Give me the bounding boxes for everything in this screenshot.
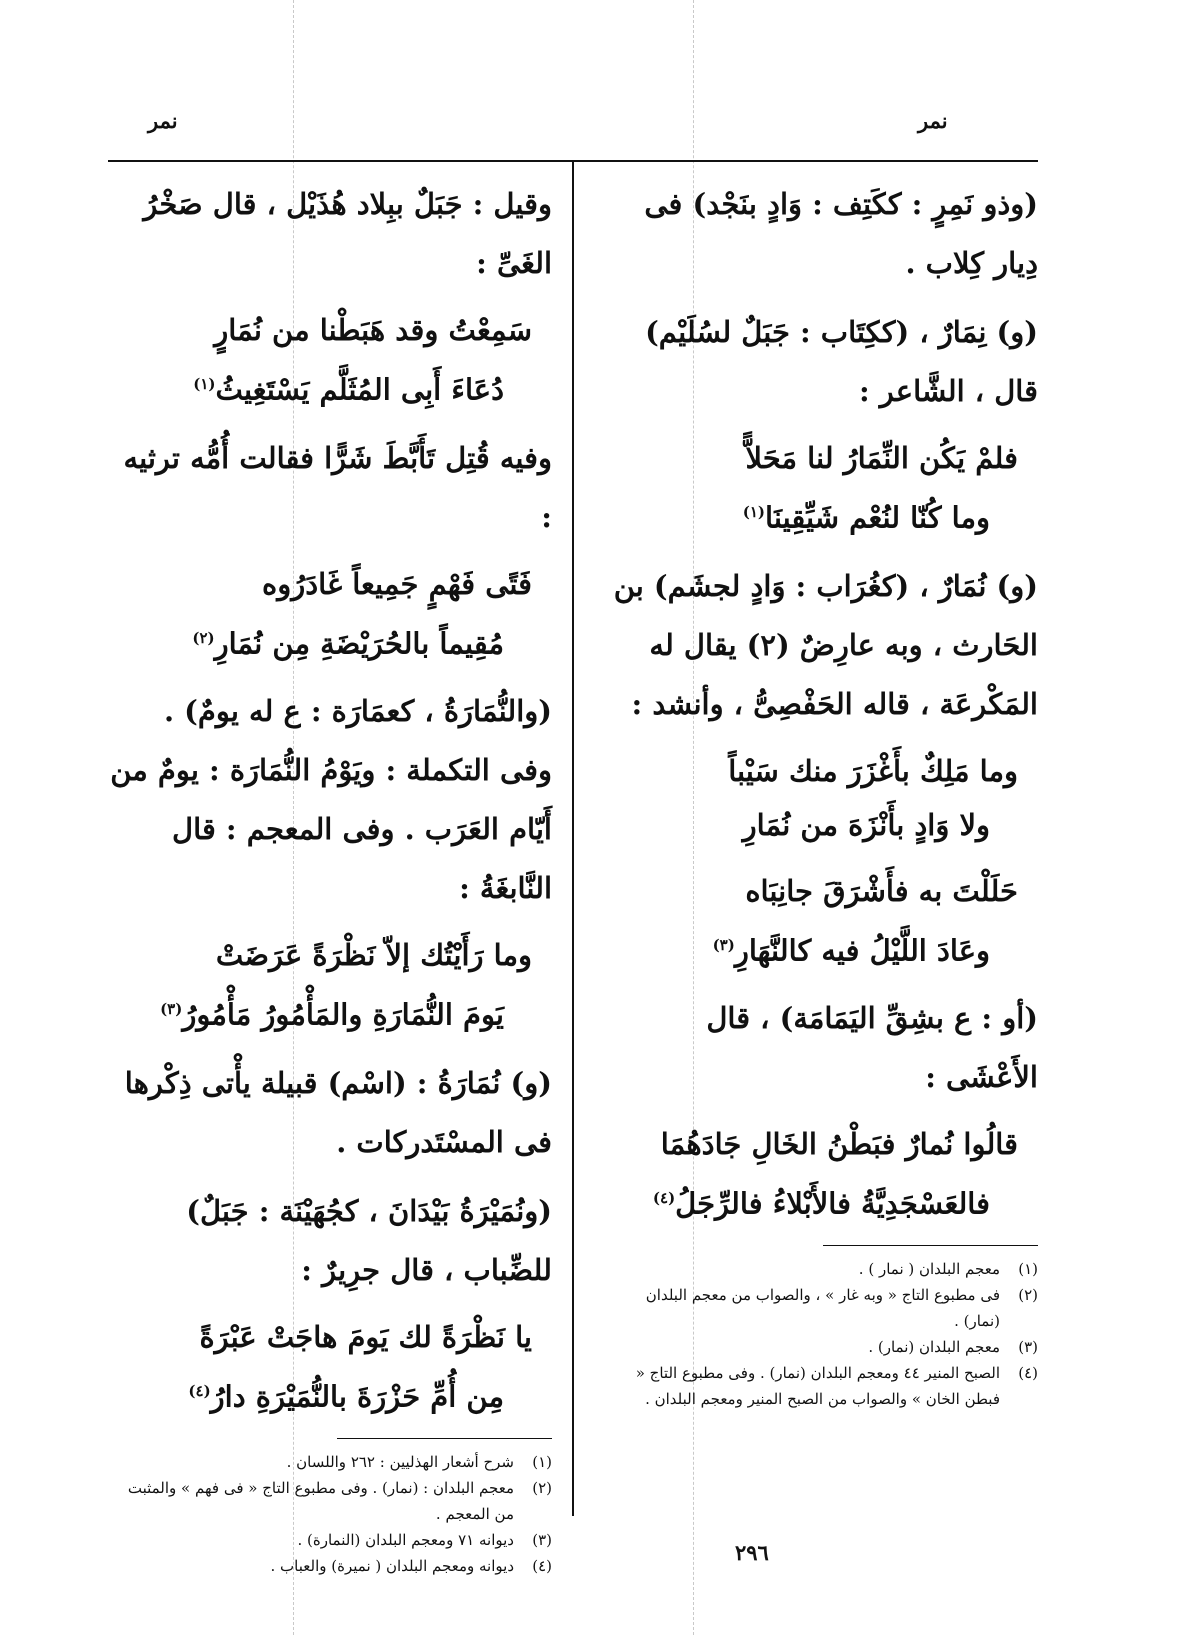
footnote bbox=[610, 1256, 1038, 1282]
verse-first-hemistich: يا نَظْرَةً لك يَومَ هاجَتْ عَبْرَةً bbox=[199, 1319, 532, 1354]
footnote-text: معجم البلدان : (نمار) . وفى مطبوع التاج « فى فهم » والمثبت من المعجم . bbox=[127, 1478, 514, 1523]
footnote-text: ديوانه ومعجم البلدان ( نميرة) والعباب . bbox=[270, 1556, 514, 1575]
verse-first-hemistich: فَتًى فَهْمٍ جَمِيعاً غَادَرُوه bbox=[262, 566, 532, 601]
verse bbox=[610, 744, 1038, 852]
footnote-text: معجم البلدان (نمار) . bbox=[868, 1337, 1000, 1356]
verse-first-hemistich: فلمْ يَكُن النِّمَارُ لنا مَحَلاًّ bbox=[745, 441, 1018, 475]
verse-text: وعَادَ اللَّيْلُ فيه كالنَّهَارِ bbox=[734, 933, 990, 968]
paragraph: وفيه قُتِل تَأَبَّطَ شَرًّا فقالت أُمُّه ترثيه : bbox=[123, 440, 552, 534]
verse-first-hemistich: وما مَلِكٌ بأَغْزَرَ منك سَيْباً bbox=[728, 753, 1018, 788]
verse bbox=[108, 928, 552, 1042]
footnote-number: (٤) bbox=[532, 1556, 552, 1575]
column-divider bbox=[572, 161, 574, 1516]
paragraph: (و) نُمَارَةُ : (اسْم) قبيلة يأْتى ذِكْرها فى المسْتَدركات . bbox=[124, 1065, 552, 1159]
verse-text: دُعَاءَ أَبِى المُثَلَّم يَسْتَغِيثُ bbox=[215, 372, 504, 407]
paragraph: (و) نِمَارٌ ، (ككِتَاب : جَبَلٌ لسُلَيْم) قال ، الشَّاعر : bbox=[645, 315, 1038, 408]
header-word-right: نمر bbox=[918, 108, 948, 133]
footnote bbox=[108, 1553, 552, 1579]
verse-text: مُقِيماً بالحُرَيْضَةِ مِن نُمَارِ bbox=[214, 626, 504, 661]
verse-second-hemistich bbox=[108, 357, 552, 417]
verse-first-hemistich: وما رَأَيْتُك إلاّ نَظْرَةً عَرَضَتْ bbox=[215, 938, 532, 973]
verse bbox=[108, 1310, 552, 1424]
verse bbox=[108, 303, 552, 417]
footnote-marker: (١) bbox=[742, 503, 765, 521]
footnote bbox=[610, 1334, 1038, 1360]
footnote-text: الصبح المنير ٤٤ ومعجم البلدان (نمار) . وفى مطبوع التاج « فبطن الخان » والصواب من الصبح المنير ومعجم البلدان . bbox=[635, 1363, 1000, 1408]
verse-text: وما كُنّا لنُعْم شَيِّقِينَا bbox=[765, 500, 990, 535]
footnote bbox=[108, 1527, 552, 1553]
footnote bbox=[108, 1475, 552, 1527]
verse bbox=[610, 864, 1038, 978]
verse-second-hemistich bbox=[108, 1364, 552, 1424]
verse-first-hemistich: سَمِعْتُ وقد هَبَطْنا من نُمَارٍ bbox=[214, 313, 532, 347]
right-column bbox=[610, 175, 1038, 1412]
paragraph: (والنُّمَارَةُ ، كعمَارَة : ع له يومٌ) . وفى التكملة : ويَوْمُ النُّمَارَة : يومٌ من أَيّام العَرَب . وفى المعجم : قال النَّابغَةُ : bbox=[110, 694, 552, 906]
footnote bbox=[610, 1360, 1038, 1412]
paragraph: (وذو نَمِرٍ : ككَتِف : وَادٍ بنَجْد) فى دِيار كِلاب . bbox=[644, 187, 1038, 280]
verse-text: يَومَ النُّمَارَةِ والمَأْمُورُ مَأْمُورُ bbox=[182, 997, 504, 1032]
footnote-number: (١) bbox=[532, 1452, 552, 1471]
footnote bbox=[610, 1282, 1038, 1334]
footnote-rule bbox=[337, 1438, 552, 1439]
paragraph: (أو : ع بشِقِّ اليَمَامَة) ، قال الأَعْشَى : bbox=[706, 1001, 1038, 1095]
footnote-number: (٢) bbox=[532, 1478, 552, 1497]
footnote-marker: (٣) bbox=[160, 1000, 183, 1019]
footnote-marker: (٣) bbox=[712, 935, 735, 954]
verse-second-hemistich bbox=[108, 611, 552, 671]
footnote-number: (٣) bbox=[1018, 1337, 1038, 1356]
paragraph: (و) نُمَارٌ ، (كغُرَاب : وَادٍ لجشَم) بن الحَارث ، وبه عارِضٌ (٢) يقال له المَكْرعَة ، قاله الحَفْصِىُّ ، وأنشد : bbox=[613, 568, 1038, 721]
footnote bbox=[108, 1449, 552, 1475]
footnote-number: (٢) bbox=[1018, 1285, 1038, 1304]
footnote-number: (٤) bbox=[1018, 1363, 1038, 1382]
footnote-text: ديوانه ٧١ ومعجم البلدان (النمارة) . bbox=[297, 1530, 514, 1549]
verse-second-hemistich bbox=[610, 485, 1038, 545]
footnote-marker: (٤) bbox=[188, 1381, 211, 1400]
verse bbox=[610, 431, 1038, 545]
verse bbox=[108, 557, 552, 671]
verse-text: مِن أُمِّ حَزْرَةَ بالنُّمَيْرَةِ دارُ bbox=[210, 1379, 504, 1414]
footnote-number: (١) bbox=[1018, 1259, 1038, 1278]
verse-second-hemistich bbox=[610, 1171, 1038, 1231]
footnote-number: (٣) bbox=[532, 1530, 552, 1549]
footnote-marker: (٤) bbox=[652, 1189, 676, 1208]
verse bbox=[610, 1117, 1038, 1231]
footnote-marker: (١) bbox=[193, 375, 216, 393]
verse-text: فالعَسْجَدِيَّةُ فالأَبْلاءُ فالرِّجَلُ bbox=[675, 1186, 990, 1221]
footnote-text: شرح أشعار الهذليين : ٢٦٢ واللسان . bbox=[286, 1452, 514, 1471]
verse-second-hemistich bbox=[108, 982, 552, 1042]
verse-text: ولا وَادٍ بأَنْزَهَ من نُمَارِ bbox=[742, 807, 990, 842]
header-word-left: نمر bbox=[148, 108, 178, 133]
verse-first-hemistich: قالُوا نُمارٌ فبَطْنُ الخَالِ جَادَهُمَا bbox=[660, 1127, 1018, 1162]
footnote-rule bbox=[823, 1245, 1038, 1246]
footnote-marker: (٢) bbox=[192, 628, 215, 647]
paragraph: (ونُمَيْرَةُ بَيْدَانَ ، كجُهَيْنَة : جَبَلٌ) للضِّباب ، قال جرِيرٌ : bbox=[186, 1193, 552, 1287]
page-number: ٢٩٦ bbox=[735, 1540, 769, 1565]
verse-second-hemistich bbox=[610, 798, 1038, 852]
footnote-text: معجم البلدان ( نمار ) . bbox=[858, 1259, 1000, 1278]
verse-first-hemistich: حَلَلْتَ به فأَشْرَقَ جانِبَاه bbox=[745, 873, 1018, 908]
verse-second-hemistich bbox=[610, 918, 1038, 978]
paragraph: وقيل : جَبَلٌ ببِلاد هُذَيْل ، قال صَخْرُ الغَىِّ : bbox=[143, 187, 552, 280]
footnote-text: فى مطبوع التاج « وبه غار » ، والصواب من معجم البلدان (نمار) . bbox=[645, 1285, 1000, 1330]
left-column bbox=[108, 175, 552, 1579]
